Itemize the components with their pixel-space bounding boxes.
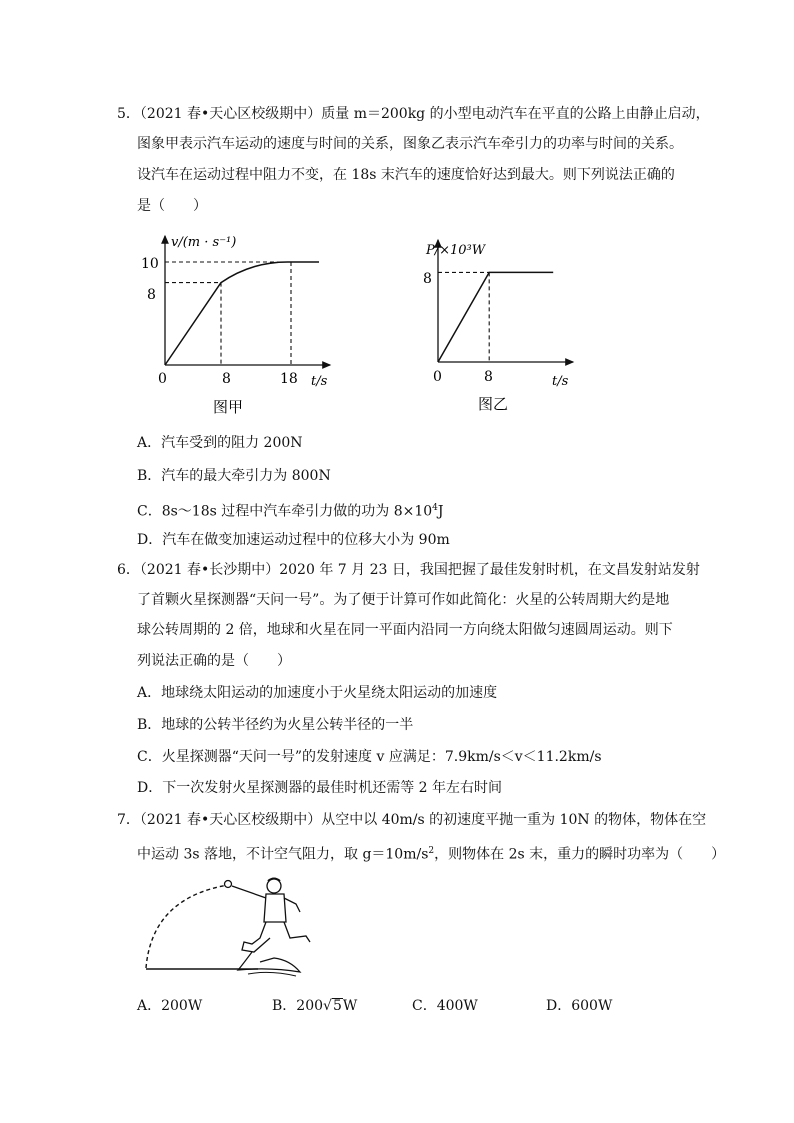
q7-option-b-sqrt-icon: √	[323, 998, 332, 1014]
q7-line-2-text: 中运动 3s 落地，不计空气阻力，取 g＝10m/s	[137, 846, 429, 863]
chart-jia-ytick-8: 8	[147, 287, 156, 303]
q7-line-2	[137, 841, 725, 865]
projectile-illustration	[140, 872, 320, 982]
q7-option-b[interactable]	[272, 996, 357, 1016]
chart-jia-ytick-10: 10	[141, 256, 159, 272]
chart-jia-ylabel: v/(m · s⁻¹)	[171, 235, 237, 250]
q7-option-b-unit: W	[342, 998, 358, 1014]
chart-jia-xlabel: t/s	[311, 374, 328, 389]
chart-yi-ytick-8: 8	[423, 271, 432, 287]
q7-option-d[interactable]: D．600W	[546, 998, 613, 1014]
q6-option-c[interactable]: C．火星探测器“天问一号”的发射速度 v 应满足：7.9km/s＜v＜11.2km/s	[137, 749, 602, 765]
q5-option-b[interactable]: B．汽车的最大牵引力为 800N	[137, 468, 331, 484]
q6-option-b[interactable]: B．地球的公转半径约为火星公转半径的一半	[137, 717, 414, 733]
q7-option-b-radicand: 5	[332, 998, 342, 1014]
chart-jia-xtick-18: 18	[280, 371, 298, 387]
q7-line-2-rest: ，则物体在 2s 末，重力的瞬时功率为（ ）	[434, 846, 726, 863]
projectile-trajectory	[146, 885, 228, 968]
chart-yi-curve	[438, 272, 553, 362]
chart-yi-xtick-8: 8	[484, 369, 493, 385]
q6-option-a[interactable]: A．地球绕太阳运动的加速度小于火星绕太阳运动的加速度	[137, 685, 498, 701]
chart-jia-curve	[165, 262, 319, 365]
chart-jia-title: 图甲	[213, 398, 244, 416]
q5-option-c-exp: 4	[432, 503, 438, 513]
q5-option-a[interactable]: A．汽车受到的阻力 200N	[137, 435, 303, 451]
chart-yi-title: 图乙	[478, 395, 509, 413]
chart-jia	[135, 228, 335, 418]
thrower-figure	[225, 879, 311, 977]
chart-jia-xtick-0: 0	[158, 371, 167, 387]
q6-line-1: 6．（2021 春•长沙期中）2020 年 7 月 23 日，我国把握了最佳发射时机，在文昌发射站发射	[117, 562, 700, 578]
q7-option-c[interactable]: C．400W	[412, 998, 478, 1014]
chart-yi-ylabel: P/×10³W	[426, 243, 486, 258]
q5-option-d[interactable]: D．汽车在做变加速运动过程中的位移大小为 90m	[137, 532, 450, 548]
q7-line-2-exp: 2	[428, 846, 435, 856]
q7-option-a[interactable]: A．200W	[137, 998, 203, 1014]
q6-line-2: 了首颗火星探测器“天问一号”。为了便于计算可作如此简化：火星的公转周期大约是地	[137, 592, 670, 608]
q5-line-4: 是（ ）	[137, 198, 207, 214]
q5-line-3: 设汽车在运动过程中阻力不变，在 18s 末汽车的速度恰好达到最大。则下列说法正确的	[137, 167, 675, 183]
q7-option-b-text: B．200	[272, 998, 324, 1014]
q5-line-1: 5．（2021 春•天心区校级期中）质量 m＝200kg 的小型电动汽车在平直的公路上由静止启动，	[117, 106, 710, 122]
q6-line-3: 球公转周期的 2 倍，地球和火星在同一平面内沿同一方向绕太阳做匀速圆周运动。则下	[137, 622, 673, 638]
chart-yi-xlabel: t/s	[552, 374, 569, 389]
q6-option-d[interactable]: D．下一次发射火星探测器的最佳时机还需等 2 年左右时间	[137, 780, 503, 796]
chart-yi-xtick-0: 0	[433, 369, 442, 385]
q5-line-2: 图象甲表示汽车运动的速度与时间的关系，图象乙表示汽车牵引力的功率与时间的关系。	[137, 136, 683, 152]
q5-option-c[interactable]	[137, 498, 444, 522]
q6-line-4: 列说法正确的是（ ）	[137, 653, 291, 669]
q5-option-c-text: C．8s～18s 过程中汽车牵引力做的功为 8×10	[137, 503, 433, 520]
q7-line-1: 7．（2021 春•天心区校级期中）从空中以 40m/s 的初速度平抛一重为 10N 的物体，物体在空	[117, 812, 707, 828]
q5-option-c-unit: J	[437, 503, 444, 520]
chart-jia-xtick-8: 8	[222, 371, 231, 387]
chart-yi	[418, 228, 588, 418]
